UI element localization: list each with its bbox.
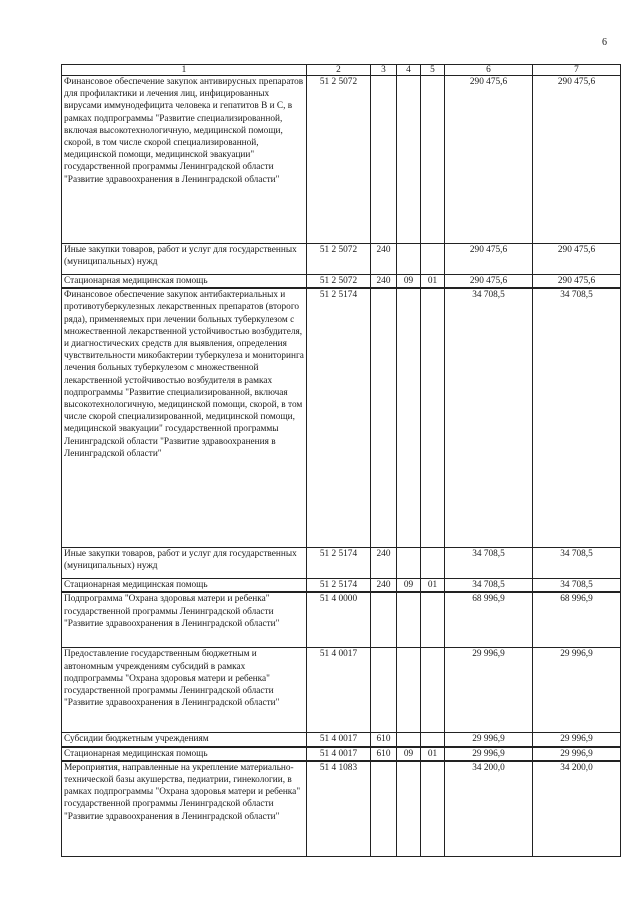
row-sum-year-2: 290 475,6 <box>533 76 621 244</box>
row-sum-year-1: 290 475,6 <box>445 275 533 289</box>
row-sum-year-2: 29 996,9 <box>533 648 621 733</box>
row-sum-year-1: 34 708,5 <box>445 288 533 548</box>
row-name: Субсидии бюджетным учреждениям <box>62 733 307 747</box>
page-number: 6 <box>602 37 607 48</box>
row-subsection <box>421 592 445 648</box>
row-subsection <box>421 548 445 579</box>
row-expense-type <box>371 761 397 857</box>
row-sum-year-1: 29 996,9 <box>445 648 533 733</box>
table-row <box>62 288 621 548</box>
row-section <box>397 76 421 244</box>
row-code: 51 4 0017 <box>307 648 371 733</box>
row-subsection: 01 <box>421 747 445 761</box>
row-sum-year-2: 34 200,0 <box>533 761 621 857</box>
row-sum-year-1: 34 708,5 <box>445 579 533 593</box>
header-col-7: 7 <box>533 65 621 76</box>
row-name: Предоставление государственным бюджетным и автономным учреждениям субсидий в рамках подпрограммы "Охрана здоровья матери и ребенка" государственной программы Ленинградской области "Развитие здравоохранения в Ленинградской области" <box>62 648 307 733</box>
row-section: 09 <box>397 747 421 761</box>
row-sum-year-2: 290 475,6 <box>533 244 621 275</box>
row-sum-year-1: 68 996,9 <box>445 592 533 648</box>
header-col-6: 6 <box>445 65 533 76</box>
table-header-row <box>62 65 621 76</box>
header-col-4: 4 <box>397 65 421 76</box>
row-name: Иные закупки товаров, работ и услуг для государственных (муниципальных) нужд <box>62 244 307 275</box>
row-code: 51 4 0000 <box>307 592 371 648</box>
header-col-2: 2 <box>307 65 371 76</box>
row-name: Подпрограмма "Охрана здоровья матери и ребенка" государственной программы Ленинградской области "Развитие здравоохранения в Ленинградской области" <box>62 592 307 648</box>
table-row <box>62 761 621 857</box>
row-code: 51 4 0017 <box>307 747 371 761</box>
row-code: 51 2 5072 <box>307 76 371 244</box>
row-expense-type: 240 <box>371 579 397 593</box>
row-subsection <box>421 76 445 244</box>
table-row <box>62 592 621 648</box>
row-sum-year-1: 34 200,0 <box>445 761 533 857</box>
budget-table <box>61 64 621 857</box>
row-sum-year-1: 29 996,9 <box>445 747 533 761</box>
row-subsection <box>421 761 445 857</box>
row-sum-year-1: 34 708,5 <box>445 548 533 579</box>
header-col-1: 1 <box>62 65 307 76</box>
row-expense-type <box>371 592 397 648</box>
header-col-3: 3 <box>371 65 397 76</box>
row-subsection <box>421 733 445 747</box>
row-sum-year-2: 34 708,5 <box>533 288 621 548</box>
row-expense-type: 240 <box>371 275 397 289</box>
row-expense-type <box>371 76 397 244</box>
table-row <box>62 579 621 593</box>
row-name: Финансовое обеспечение закупок антибактериальных и противотуберкулезных лекарственных препаратов (второго ряда), применяемых при лечении больных туберкулезом с множественной лекарственной устойчивостью возбудителя, и диагностических средств для выявления, определения чувствительности микобактерии туберкулеза и мониторинга лечения больных туберкулезом с множественной лекарственной устойчивостью возбудителя в рамках подпрограммы "Развитие специализированной, включая высокотехнологичную, медицинской помощи, скорой, в том числе скорой специализированной, медицинской помощи, медицинской эвакуации" государственной программы Ленинградской области "Развитие здравоохранения в Ленинградской области" <box>62 288 307 548</box>
row-code: 51 2 5174 <box>307 548 371 579</box>
table-row <box>62 747 621 761</box>
row-code: 51 2 5072 <box>307 275 371 289</box>
row-sum-year-2: 68 996,9 <box>533 592 621 648</box>
row-expense-type <box>371 288 397 548</box>
row-sum-year-2: 34 708,5 <box>533 548 621 579</box>
row-section <box>397 648 421 733</box>
row-sum-year-2: 29 996,9 <box>533 733 621 747</box>
table-row <box>62 648 621 733</box>
row-sum-year-1: 290 475,6 <box>445 76 533 244</box>
table-row <box>62 548 621 579</box>
row-expense-type: 240 <box>371 244 397 275</box>
row-section <box>397 733 421 747</box>
row-name: Иные закупки товаров, работ и услуг для государственных (муниципальных) нужд <box>62 548 307 579</box>
row-subsection <box>421 288 445 548</box>
row-section <box>397 592 421 648</box>
row-code: 51 4 0017 <box>307 733 371 747</box>
table-row <box>62 76 621 244</box>
table-row <box>62 733 621 747</box>
row-expense-type: 610 <box>371 733 397 747</box>
row-name: Финансовое обеспечение закупок антивирусных препаратов для профилактики и лечения лиц, инфицированных вирусами иммунодефицита человека и гепатитов В и С, в рамках подпрограммы "Развитие специализированной, включая высокотехнологичную, медицинской помощи, скорой, в том числе скорой специализированной, медицинской помощи, медицинской эвакуации" государственной программы Ленинградской области "Развитие здравоохранения в Ленинградской области" <box>62 76 307 244</box>
row-code: 51 2 5072 <box>307 244 371 275</box>
row-sum-year-1: 29 996,9 <box>445 733 533 747</box>
row-name: Стационарная медицинская помощь <box>62 579 307 593</box>
row-sum-year-2: 290 475,6 <box>533 275 621 289</box>
table-row <box>62 244 621 275</box>
row-section <box>397 761 421 857</box>
row-sum-year-2: 29 996,9 <box>533 747 621 761</box>
row-section <box>397 244 421 275</box>
row-section: 09 <box>397 275 421 289</box>
table-row <box>62 275 621 289</box>
row-name: Стационарная медицинская помощь <box>62 275 307 289</box>
row-subsection: 01 <box>421 579 445 593</box>
row-subsection: 01 <box>421 275 445 289</box>
row-subsection <box>421 244 445 275</box>
row-code: 51 2 5174 <box>307 288 371 548</box>
row-sum-year-1: 290 475,6 <box>445 244 533 275</box>
row-section: 09 <box>397 579 421 593</box>
header-col-5: 5 <box>421 65 445 76</box>
row-section <box>397 548 421 579</box>
row-name: Мероприятия, направленные на укрепление материально-технической базы акушерства, педиатрии, гинекологии, в рамках подпрограммы "Охрана здоровья матери и ребенка" государственной программы Ленинградской области "Развитие здравоохранения в Ленинградской области" <box>62 761 307 857</box>
row-expense-type <box>371 648 397 733</box>
row-code: 51 4 1083 <box>307 761 371 857</box>
row-section <box>397 288 421 548</box>
row-subsection <box>421 648 445 733</box>
row-name: Стационарная медицинская помощь <box>62 747 307 761</box>
row-expense-type: 240 <box>371 548 397 579</box>
row-expense-type: 610 <box>371 747 397 761</box>
row-sum-year-2: 34 708,5 <box>533 579 621 593</box>
row-code: 51 2 5174 <box>307 579 371 593</box>
